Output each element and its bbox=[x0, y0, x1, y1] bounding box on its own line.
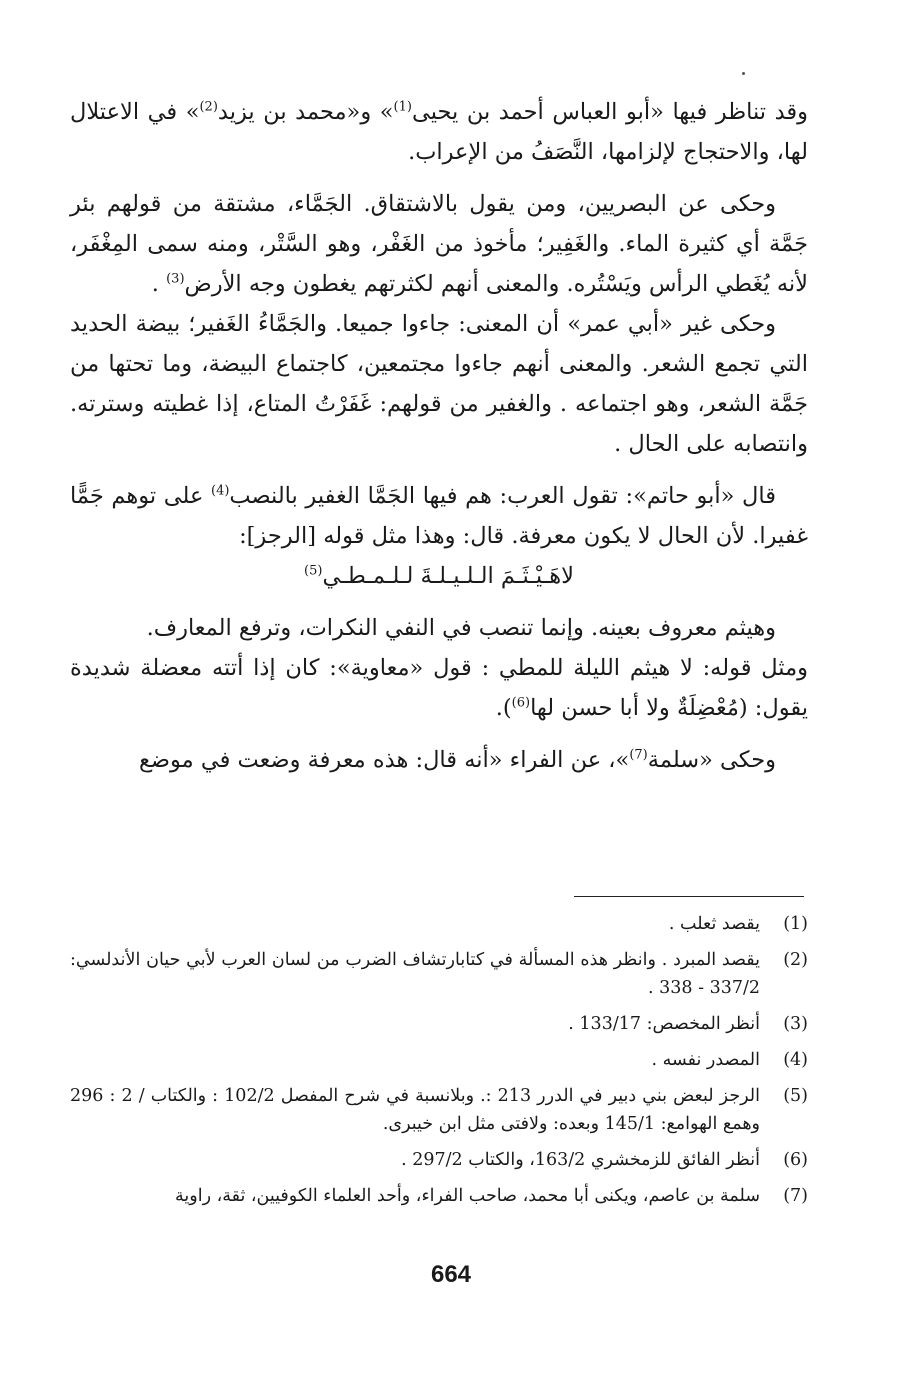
footnote-text: أنظر المخصص: 133/17 . bbox=[568, 1014, 760, 1034]
footnote-text: سلمة بن عاصم، ويكنى أبا محمد، صاحب الفراء، وأحد العلماء الكوفيين، ثقة، راوية bbox=[175, 1186, 760, 1206]
paragraph-7: وحكى «سلمة$^{(7)}$»، عن الفراء «أنه قال: هذه معرفة وضعت في موضع bbox=[138, 747, 776, 773]
footnote-number: (3) bbox=[783, 1014, 808, 1034]
footnote-text: المصدر نفسه . bbox=[651, 1050, 760, 1070]
footnote-ref-5: (5) bbox=[304, 563, 323, 579]
footnote-ref-2: (2) bbox=[199, 99, 218, 115]
paragraph-1: وقد تناظر فيها «أبو العباس أحمد بن يحيى$^{(1)}$» و«محمد بن يزيد$^{(2)}$» في الاعتلال لها، والاحتجاج لإلزامها، النَّصَفُ من الإعراب. bbox=[70, 99, 809, 165]
footnote-ref-3: (3) bbox=[166, 271, 185, 287]
footnote-number: (7) bbox=[783, 1186, 808, 1206]
footnote-ref-6: (6) bbox=[511, 695, 531, 711]
verse-line: لاهَـيْـثَـمَ الـلـيـلـةَ لـلـمـطـي$^{(5)}$ bbox=[304, 563, 574, 589]
paragraph-4: قال «أبو حاتم»: تقول العرب: هم فيها الجَمَّا الغفير بالنصب$^{(4)}$ على توهم جَمًّا غفيرا. لأن الحال لا يكون معرفة. قال: وهذا مثل قوله [الرجز]: bbox=[70, 483, 808, 549]
footnote-number: (5) bbox=[783, 1086, 808, 1106]
footnote-3 bbox=[70, 1010, 808, 1038]
footnote-number: (4) bbox=[783, 1050, 808, 1070]
footnote-text: أنظر الفائق للزمخشري 163/2، والكتاب 297/2 . bbox=[401, 1150, 760, 1170]
footnote-text: الرجز لبعض بني دبير في الدرر 213 :. وبلانسبة في شرح المفصل 102/2 : والكتاب / 2 : 296 وهمع الهوامع: 145/1 وبعده: ولافتى مثل ابن خيبرى. bbox=[70, 1086, 760, 1134]
paragraph-6: ومثل قوله: لا هيثم الليلة للمطي : قول «معاوية»: كان إذا أتته معضلة شديدة يقول: (مُعْضِلَةٌ ولا أبا حسن لها$^{(6)}$). bbox=[70, 655, 808, 721]
footnotes bbox=[70, 910, 808, 1218]
footnote-number: (1) bbox=[783, 914, 808, 934]
scan-speck bbox=[742, 72, 745, 75]
paragraph-2: وحكى عن البصريين، ومن يقول بالاشتقاق. الجَمَّاء، مشتقة من قولهم بئر جَمَّة أي كثيرة الماء. والغَفِير؛ مأخوذ من الغَفْر، وهو السَّتْر، ومنه سمى المِغْفَر، لأنه يُغَطي الرأس ويَسْتُره. والمعنى أنهم لكثرتهم يغطون وجه الأرض$^{(3)}$ . bbox=[70, 191, 808, 297]
paragraph-3: وحكى غير «أبي عمر» أن المعنى: جاءوا جميعا. والجَمَّاءُ الغَفير؛ بيضة الحديد التي تجمع الشعر. والمعنى أنهم جاءوا مجتمعين، كاجتماع البيضة، وما تحتها من جَمَّة الشعر، وهو اجتماعه . والغفير من قولهم: غَفَرْتُ المتاع، إذا غطيته وسترته. وانتصابه على الحال . bbox=[70, 311, 808, 457]
footnote-6 bbox=[70, 1146, 808, 1174]
footnote-number: (6) bbox=[783, 1150, 808, 1170]
footnote-separator bbox=[574, 896, 804, 897]
footnote-ref-4: (4) bbox=[210, 483, 230, 499]
footnote-5 bbox=[70, 1082, 808, 1138]
footnote-ref-7: (7) bbox=[629, 747, 648, 763]
footnote-number: (2) bbox=[783, 950, 808, 970]
main-text bbox=[70, 92, 808, 780]
footnote-text: يقصد ثعلب . bbox=[668, 914, 760, 934]
footnote-ref-1: (1) bbox=[393, 99, 412, 115]
footnote-1 bbox=[70, 910, 808, 938]
paragraph-5: وهيثم معروف بعينه. وإنما تنصب في النفي النكرات، وترفع المعارف. bbox=[146, 615, 776, 641]
footnote-4 bbox=[70, 1046, 808, 1074]
page-number: 664 bbox=[430, 1261, 472, 1288]
footnote-7 bbox=[70, 1182, 808, 1210]
footnote-2 bbox=[70, 946, 808, 1002]
footnote-text: يقصد المبرد . وانظر هذه المسألة في كتابارتشاف الضرب من لسان العرب لأبي حيان الأندلسي: 337/2 - 338 . bbox=[70, 950, 760, 998]
